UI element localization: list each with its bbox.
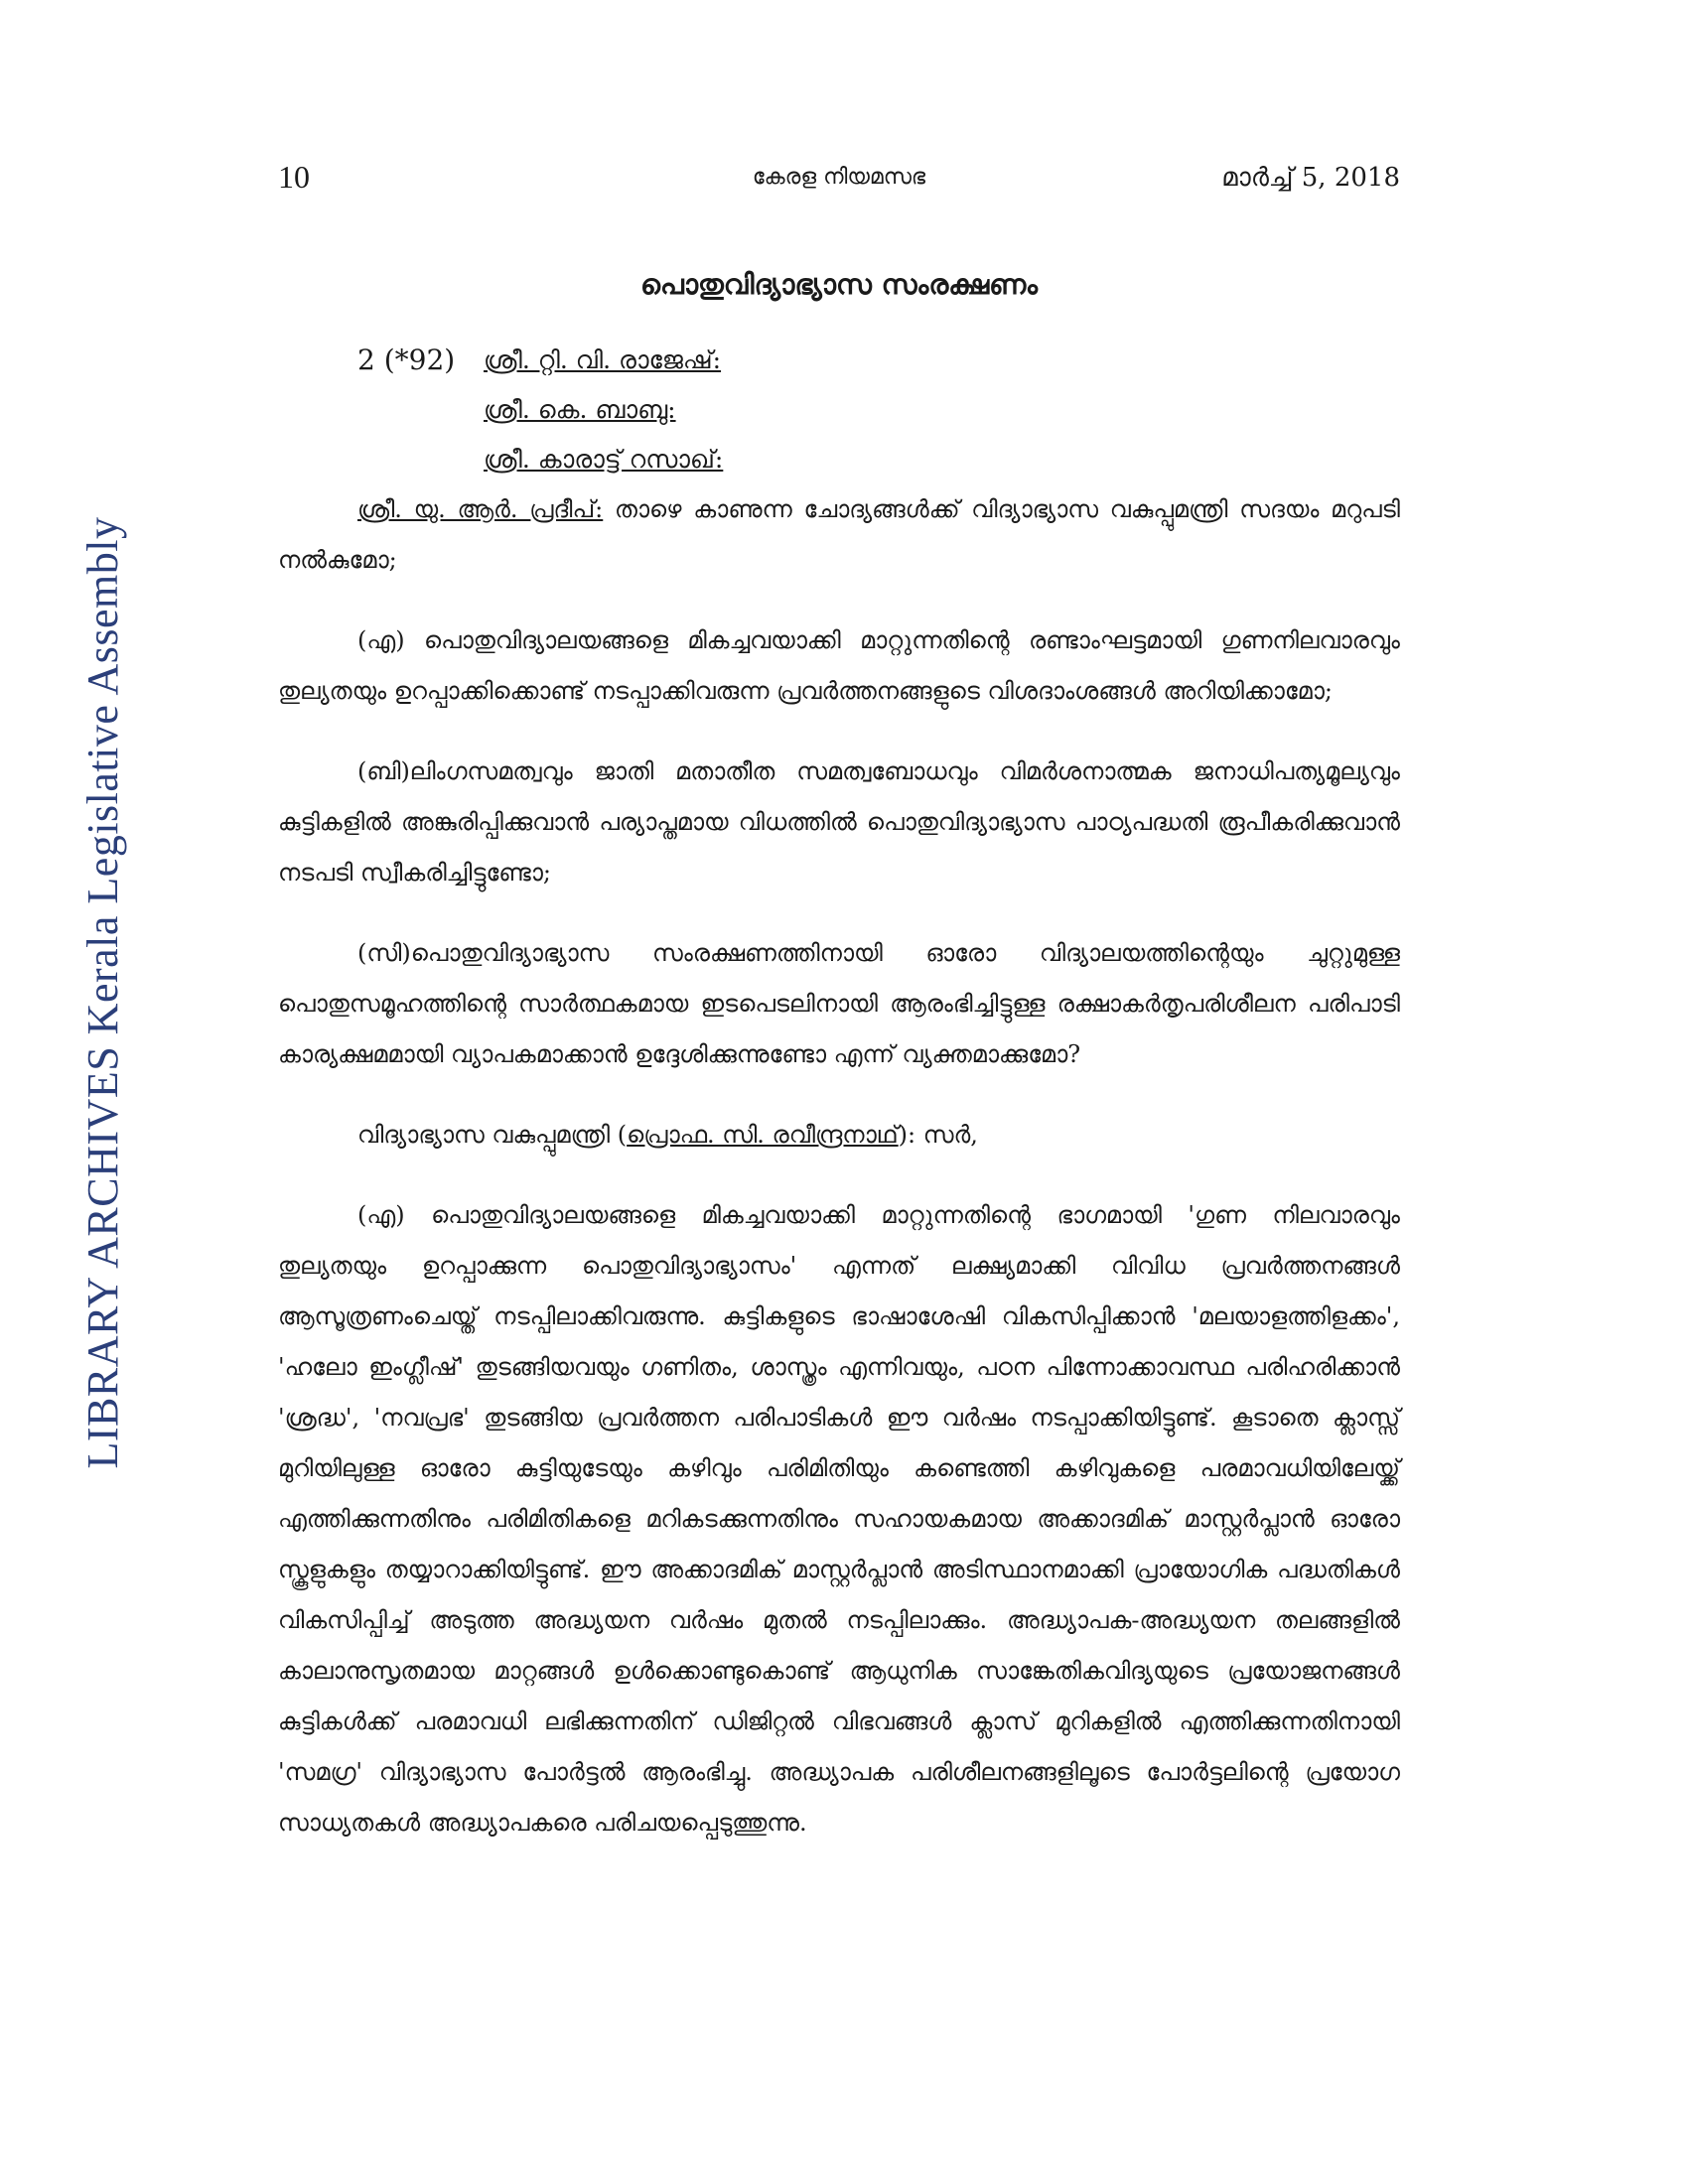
- publication-date: മാർച്ച് 5, 2018: [1221, 163, 1400, 193]
- question-number: 2 (*92): [357, 343, 456, 376]
- question-part-c: (സി)പൊതുവിദ്യാഭ്യാസ സംരക്ഷണത്തിനായി ഓരോ വിദ്യാലയത്തിന്റെയും ചുറ്റുമുള്ള പൊതുസമൂഹത്തിന്റെ സാർത്ഥകമായ ഇടപെടലിനായി ആരംഭിച്ചിട്ടുള്ള രക്ഷാകർതൃപരിശീലന പരിപാടി കാര്യക്ഷമമായി വ്യാപകമാക്കാൻ ഉദ്ദേശിക്കുന്നുണ്ടോ എന്ന് വ്യക്തമാക്കുമോ?: [278, 939, 1400, 1068]
- salutation: ): സർ,: [898, 1121, 978, 1149]
- question-part-a: (എ) പൊതുവിദ്യാലയങ്ങളെ മികച്ചവയാക്കി മാറ്റുന്നതിന്റെ രണ്ടാംഘട്ടമായി ഗുണനിലവാരവും തുല്യതയും ഉറപ്പാക്കിക്കൊണ്ട് നടപ്പാക്കിവരുന്ന പ്രവർത്തനങ്ങളുടെ വിശദാംശങ്ങൾ അറിയിക്കാമോ;: [278, 626, 1400, 705]
- page-title: പൊതുവിദ്യാഭ്യാസ സംരക്ഷണം: [639, 268, 1039, 301]
- question-intro: [278, 484, 1400, 586]
- answer-heading: [278, 1110, 1400, 1160]
- document-body: [278, 484, 1400, 1878]
- page-number: 10: [278, 159, 310, 195]
- member-name: ശ്രീ. റ്റി. വി. രാജേഷ്:: [484, 345, 722, 374]
- member-name: ശ്രീ. യു. ആർ. പ്രദീപ്:: [357, 495, 604, 523]
- member-name: ശ്രീ. കെ. ബാബു:: [484, 395, 676, 424]
- answer-part-a: (എ) പൊതുവിദ്യാലയങ്ങളെ മികച്ചവയാക്കി മാറ്റുന്നതിന്റെ ഭാഗമായി 'ഗുണ നിലവാരവും തുല്യതയും ഉറപ്പാക്കുന്ന പൊതുവിദ്യാഭ്യാസം' എന്നത് ലക്ഷ്യമാക്കി വിവിധ പ്രവർത്തനങ്ങൾ ആസൂത്രണംചെയ്ത് നടപ്പിലാക്കിവരുന്നു. കുട്ടികളുടെ ഭാഷാശേഷി വികസിപ്പിക്കാൻ 'മലയാളത്തിളക്കം', 'ഹലോ ഇംഗ്ലീഷ്' തുടങ്ങിയവയും ഗണിതം, ശാസ്ത്രം എന്നിവയും, പഠന പിന്നോക്കാവസ്ഥ പരിഹരിക്കാൻ 'ശ്രദ്ധ', 'നവപ്രഭ' തുടങ്ങിയ പ്രവർത്തന പരിപാടികൾ ഈ വർഷം നടപ്പാക്കിയിട്ടുണ്ട്. കൂടാതെ ക്ലാസ്സ് മുറിയിലുള്ള ഓരോ കുട്ടിയുടേയും കഴിവും പരിമിതിയും കണ്ടെത്തി കഴിവുകളെ പരമാവധിയിലേയ്ക്ക് എത്തിക്കുന്നതിനും പരിമിതികളെ മറികടക്കുന്നതിനും സഹായകമായ അക്കാദമിക് മാസ്റ്റർപ്ലാൻ ഓരോ സ്കൂളുകളും തയ്യാറാക്കിയിട്ടുണ്ട്. ഈ അക്കാദമിക് മാസ്റ്റർപ്ലാൻ അടിസ്ഥാനമാക്കി പ്രായോഗിക പദ്ധതികൾ വികസിപ്പിച്ച് അടുത്ത അദ്ധ്യയന വർഷം മുതൽ നടപ്പിലാക്കും. അദ്ധ്യാപക-അദ്ധ്യയന തലങ്ങളിൽ കാലാനുസൃതമായ മാറ്റങ്ങൾ ഉൾക്കൊണ്ടുകൊണ്ട് ആധുനിക സാങ്കേതികവിദ്യയുടെ പ്രയോജനങ്ങൾ കുട്ടികൾക്ക് പരമാവധി ലഭിക്കുന്നതിന് ഡിജിറ്റൽ വിഭവങ്ങൾ ക്ലാസ് മുറികളിൽ എത്തിക്കുന്നതിനായി 'സമഗ്ര' വിദ്യാഭ്യാസ പോർട്ടൽ ആരംഭിച്ചു. അദ്ധ്യാപക പരിശീലനങ്ങളിലൂടെ പോർട്ടലിന്റെ പ്രയോഗ സാധ്യതകൾ അദ്ധ്യാപകരെ പരിചയപ്പെടുത്തുന്നു.: [278, 1201, 1400, 1837]
- question-intro-text: താഴെ കാണുന്ന ചോദ്യങ്ങൾക്ക് വിദ്യാഭ്യാസ വകുപ്പുമന്ത്രി സദയം മറുപടി നൽകുമോ;: [278, 495, 1401, 574]
- page-header: [278, 159, 1400, 208]
- minister-name: പ്രൊഫ. സി. രവീന്ദ്രനാഥ്: [627, 1121, 899, 1149]
- publication-name: കേരള നിയമസഭ: [752, 165, 926, 190]
- member-name: ശ്രീ. കാരാട്ട് റസാഖ്:: [484, 445, 724, 474]
- question-part-b: (ബി)ലിംഗസമത്വവും ജാതി മതാതീത സമത്വബോധവും വിമർശനാത്മക ജനാധിപത്യമൂല്യവും കുട്ടികളിൽ അങ്കുരിപ്പിക്കുവാൻ പര്യാപ്തമായ വിധത്തിൽ പൊതുവിദ്യാഭ്യാസ പാഠ്യപദ്ധതി രൂപീകരിക്കുവാൻ നടപടി സ്വീകരിച്ചിട്ടുണ്ടോ;: [278, 757, 1400, 887]
- minister-title: വിദ്യാഭ്യാസ വകുപ്പുമന്ത്രി (: [357, 1121, 628, 1149]
- library-archives-watermark: LIBRARY ARCHIVES Kerala Legislative Assembly: [78, 516, 127, 1469]
- member-list: [484, 336, 723, 484]
